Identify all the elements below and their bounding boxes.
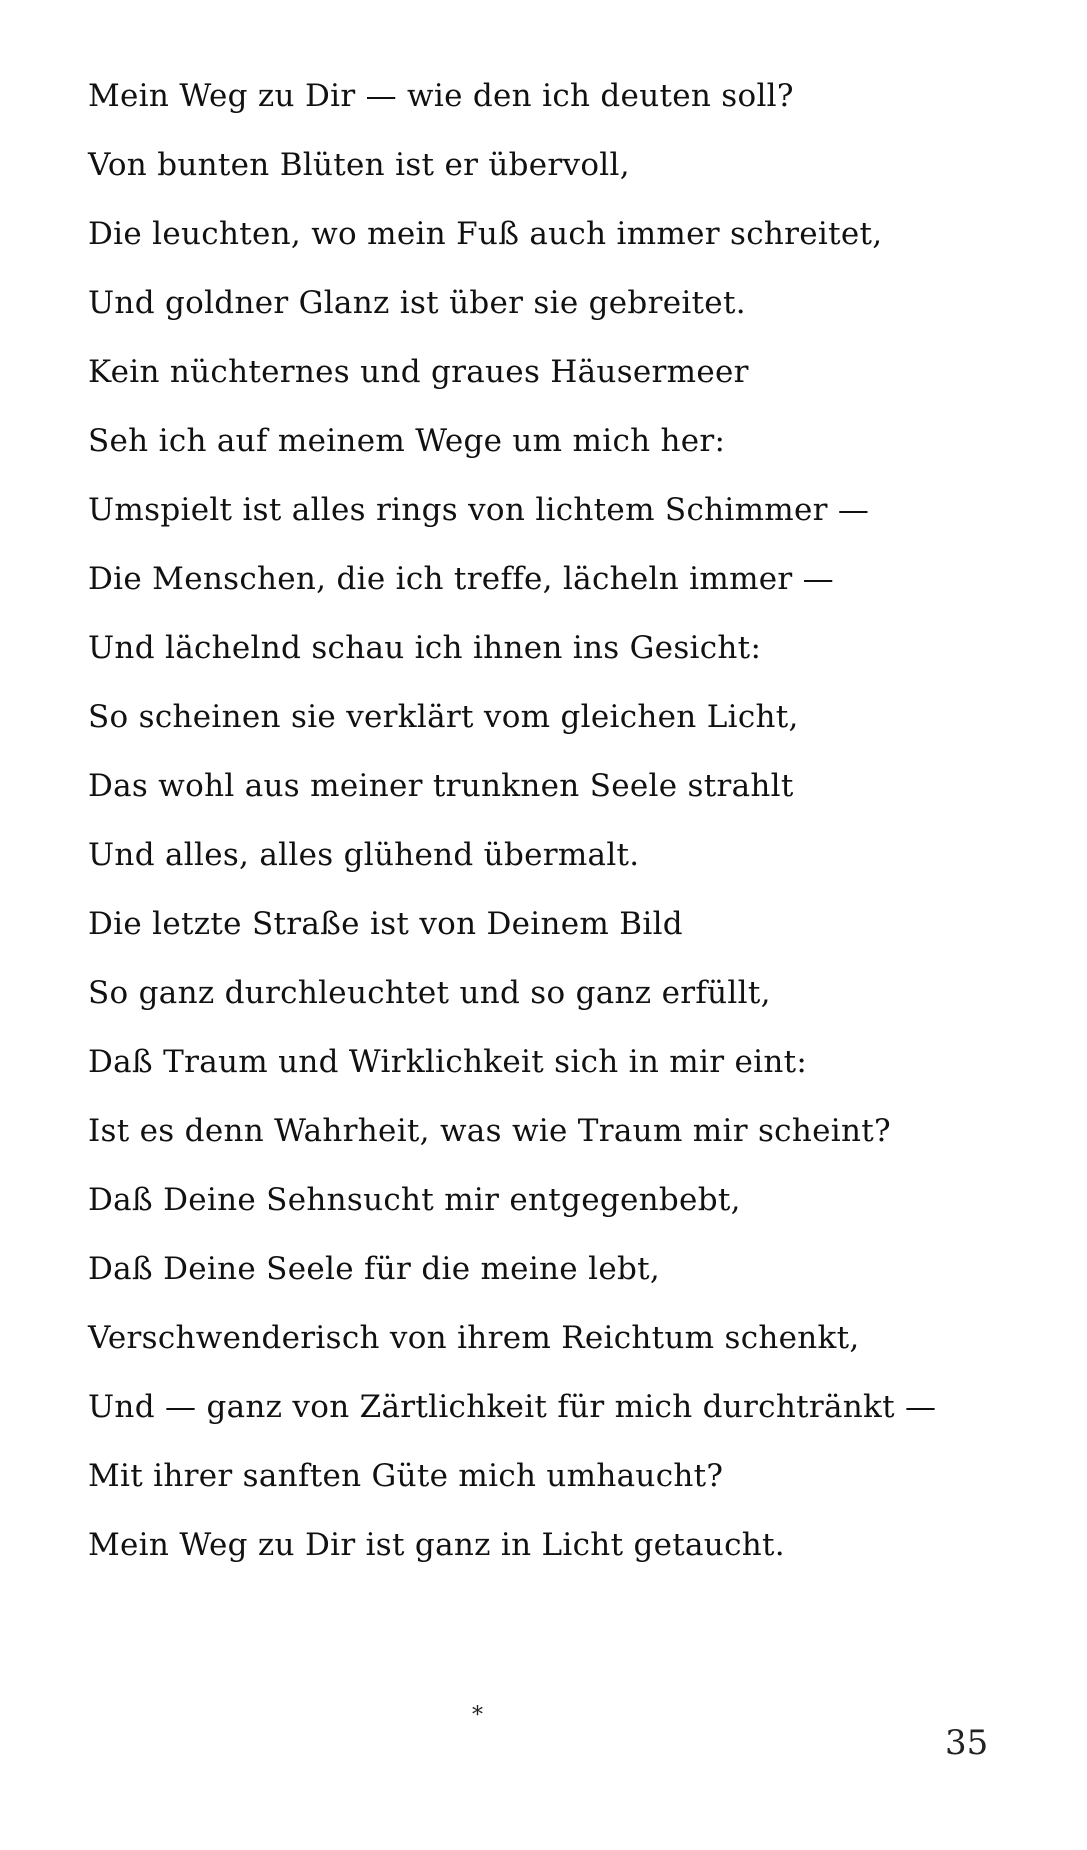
poem-text [88, 62, 988, 1580]
poem-line: Mein Weg zu Dir — wie den ich deuten soll? [88, 78, 794, 114]
poem-line: Daß Deine Sehnsucht mir entgegenbebt, [88, 1182, 741, 1218]
poem-line: Umspielt ist alles rings von lichtem Schimmer — [88, 492, 870, 528]
page-number: 35 [945, 1723, 989, 1763]
poem-line: So scheinen sie verklärt vom gleichen Licht, [88, 699, 799, 735]
poem-line: Mit ihrer sanften Güte mich umhaucht? [88, 1458, 724, 1494]
poem-line: Kein nüchternes und graues Häusermeer [88, 354, 749, 390]
poem-line: Und — ganz von Zärtlichkeit für mich durchtränkt — [88, 1389, 937, 1425]
poem-line: Ist es denn Wahrheit, was wie Traum mir scheint? [88, 1113, 891, 1149]
poem-line: Und alles, alles glühend übermalt. [88, 837, 640, 873]
poem-line: Und goldner Glanz ist über sie gebreitet. [88, 285, 746, 321]
poem-line: So ganz durchleuchtet und so ganz erfüllt, [88, 975, 771, 1011]
poem-line: Die Menschen, die ich treffe, lächeln immer — [88, 561, 834, 597]
poem-line: Seh ich auf meinem Wege um mich her: [88, 423, 726, 459]
poem-line: Mein Weg zu Dir ist ganz in Licht getaucht. [88, 1527, 785, 1563]
poem-line: Die letzte Straße ist von Deinem Bild [88, 906, 683, 942]
poem-line: Von bunten Blüten ist er übervoll, [88, 147, 630, 183]
poem-line: Daß Deine Seele für die meine lebt, [88, 1251, 661, 1287]
asterisk-ornament: * [472, 1703, 483, 1728]
poem-line: Verschwenderisch von ihrem Reichtum schenkt, [88, 1320, 860, 1356]
poem-line: Das wohl aus meiner trunknen Seele strahlt [88, 768, 794, 804]
poem-line: Die leuchten, wo mein Fuß auch immer schreitet, [88, 216, 883, 252]
poem-line: Daß Traum und Wirklichkeit sich in mir eint: [88, 1044, 808, 1080]
poem-line: Und lächelnd schau ich ihnen ins Gesicht: [88, 630, 762, 666]
